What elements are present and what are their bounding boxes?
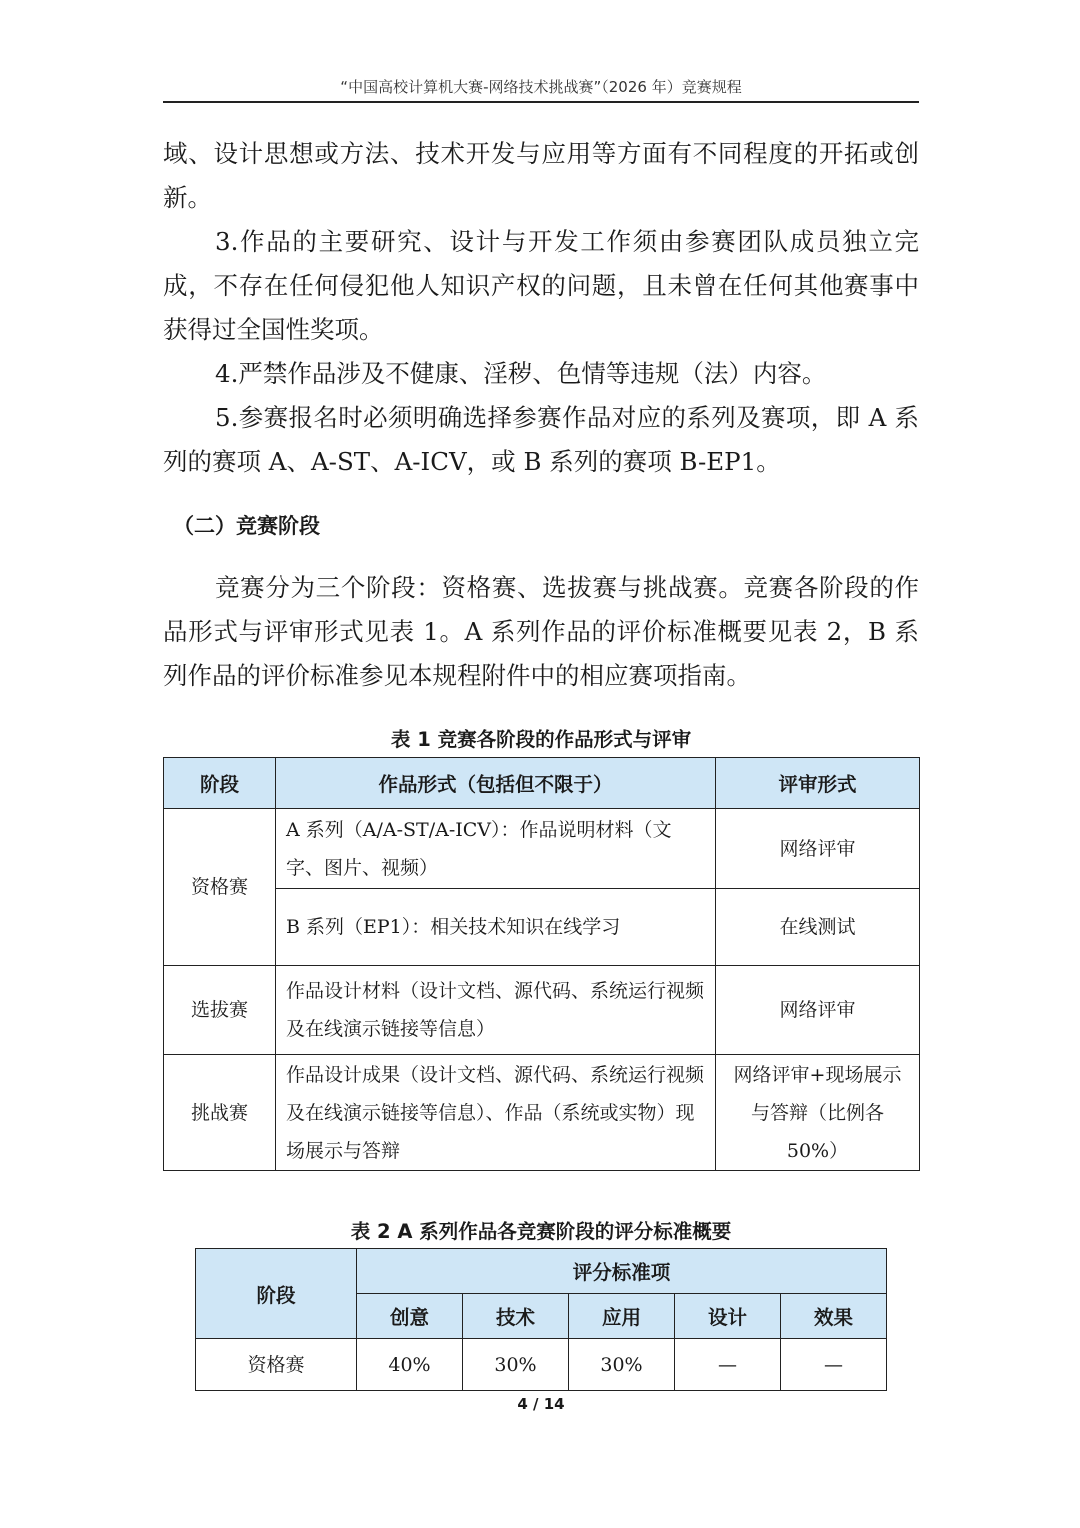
table1-header-row <box>164 758 920 809</box>
score-cell: — <box>781 1339 887 1391</box>
table2 <box>195 1248 887 1391</box>
table-row <box>164 1055 920 1171</box>
score-cell: 30% <box>569 1339 675 1391</box>
criterion-header: 设计 <box>675 1294 781 1339</box>
review-cell: 网络评审 <box>716 809 920 889</box>
form-cell: 作品设计材料（设计文档、源代码、系统运行视频及在线演示链接等信息） <box>276 966 716 1055</box>
table1-header-review: 评审形式 <box>716 758 920 809</box>
paragraph-item-4: 4.严禁作品涉及不健康、淫秽、色情等违规（法）内容。 <box>215 359 827 388</box>
table2-header-criteria-group: 评分标准项 <box>357 1249 887 1294</box>
stage-cell: 资格赛 <box>164 809 276 966</box>
table1-caption: 表 1 竞赛各阶段的作品形式与评审 <box>390 728 692 751</box>
intro-section <box>163 566 919 698</box>
criterion-header: 效果 <box>781 1294 887 1339</box>
body-paragraphs <box>163 132 919 484</box>
review-cell: 在线测试 <box>716 889 920 966</box>
review-cell: 网络评审+现场展示与答辩（比例各 50%） <box>716 1055 920 1171</box>
stage-cell: 资格赛 <box>196 1339 357 1391</box>
table-row <box>164 889 920 966</box>
score-cell: 30% <box>463 1339 569 1391</box>
table1-header-stage: 阶段 <box>164 758 276 809</box>
page-header: “中国高校计算机大赛-网络技术挑战赛”（2026 年）竞赛规程 <box>340 78 742 96</box>
intro-paragraph: 竞赛分为三个阶段：资格赛、选拔赛与挑战赛。竞赛各阶段的作品形式与评审形式见表 1。A 系列作品的评价标准概要见表 2，B 系列作品的评价标准参见本规程附件中的相应赛项指南。 <box>163 573 919 690</box>
score-cell: 40% <box>357 1339 463 1391</box>
criterion-header: 创意 <box>357 1294 463 1339</box>
table-row <box>164 809 920 889</box>
form-cell: 作品设计成果（设计文档、源代码、系统运行视频及在线演示链接等信息）、作品（系统或实物）现场展示与答辩 <box>276 1055 716 1171</box>
table2-header-stage: 阶段 <box>196 1249 357 1339</box>
section-heading: （二）竞赛阶段 <box>173 514 320 538</box>
paragraph-item-3: 3.作品的主要研究、设计与开发工作须由参赛团队成员独立完成，不存在任何侵犯他人知识产权的问题，且未曾在任何其他赛事中获得过全国性奖项。 <box>163 227 919 344</box>
stage-cell: 选拔赛 <box>164 966 276 1055</box>
table1-header-form: 作品形式（包括但不限于） <box>276 758 716 809</box>
criterion-header: 应用 <box>569 1294 675 1339</box>
stage-cell: 挑战赛 <box>164 1055 276 1171</box>
table-row <box>164 966 920 1055</box>
paragraph-continuation: 域、设计思想或方法、技术开发与应用等方面有不同程度的开拓或创新。 <box>163 139 919 212</box>
form-cell: B 系列（EP1）：相关技术知识在线学习 <box>276 889 716 966</box>
page-number: 4 / 14 <box>517 1395 565 1413</box>
score-cell: — <box>675 1339 781 1391</box>
table2-caption: 表 2 A 系列作品各竞赛阶段的评分标准概要 <box>350 1220 732 1243</box>
table-row <box>196 1339 887 1391</box>
header-rule <box>163 101 919 103</box>
table2-header-row <box>196 1249 887 1294</box>
table1 <box>163 757 920 1171</box>
form-cell: A 系列（A/A-ST/A-ICV）：作品说明材料（文字、图片、视频） <box>276 809 716 889</box>
review-cell: 网络评审 <box>716 966 920 1055</box>
criterion-header: 技术 <box>463 1294 569 1339</box>
paragraph-item-5: 5.参赛报名时必须明确选择参赛作品对应的系列及赛项，即 A 系列的赛项 A、A-ST、A-ICV，或 B 系列的赛项 B-EP1。 <box>163 403 919 476</box>
